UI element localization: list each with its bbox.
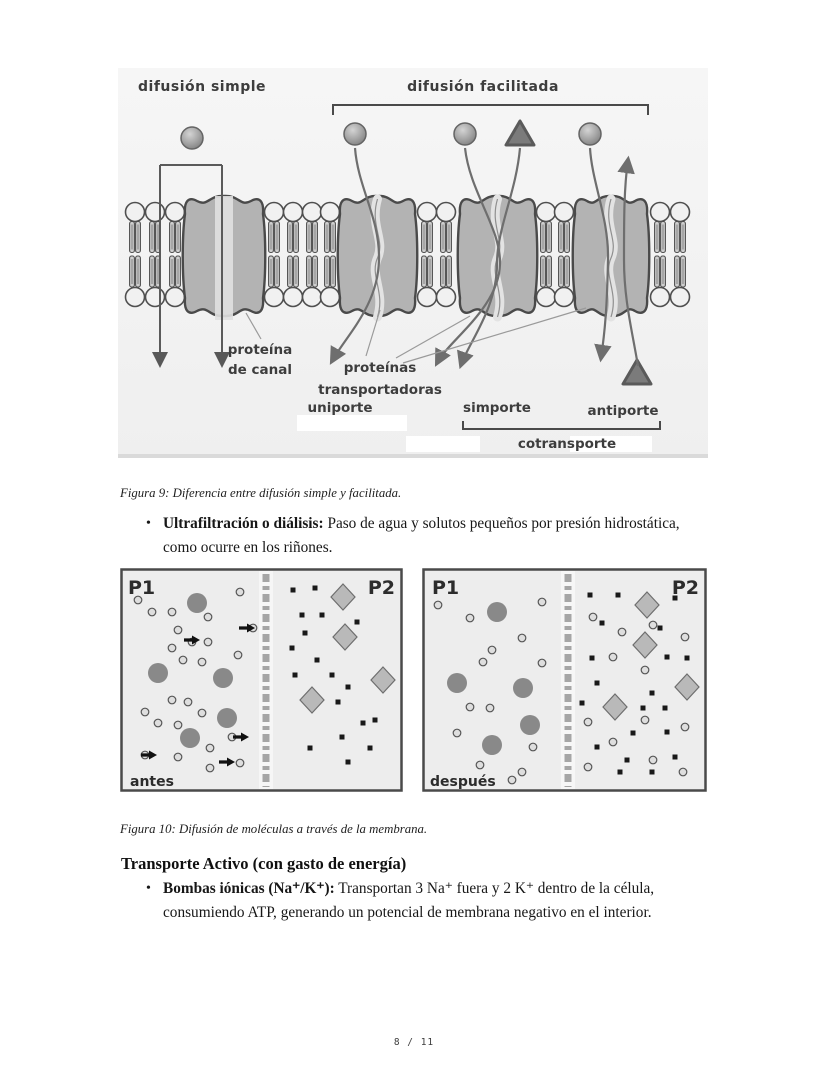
square-molecule <box>346 685 351 690</box>
square-molecule <box>641 706 646 711</box>
square-molecule <box>308 746 313 751</box>
membrane-proteins <box>183 196 650 320</box>
small-molecule <box>168 608 176 616</box>
square-molecule <box>588 593 593 598</box>
square-molecule <box>618 770 623 775</box>
panel-despues-svg <box>422 568 707 792</box>
large-molecule <box>217 708 237 728</box>
label-antes: antes <box>130 774 174 790</box>
square-molecule <box>650 770 655 775</box>
square-molecule <box>293 673 298 678</box>
small-molecule <box>649 621 657 629</box>
square-molecule <box>346 760 351 765</box>
small-molecule <box>179 656 187 664</box>
small-molecule <box>234 651 242 659</box>
small-molecule <box>204 613 212 621</box>
small-molecule <box>584 763 592 771</box>
circle-molecule <box>181 127 203 149</box>
small-molecule <box>206 764 214 772</box>
label-antiporte: antiporte <box>587 403 659 419</box>
label-p2: P2 <box>671 577 699 599</box>
small-molecule <box>609 738 617 746</box>
uniporter-protein <box>338 196 418 317</box>
bullet-ultrafiltracion-rest: Paso de agua y solutos pequeños por presión hidrostática, como ocurre en los riñones. <box>163 515 680 557</box>
bullet-bombas-ionicas <box>146 877 714 925</box>
square-molecule <box>625 758 630 763</box>
small-molecule <box>206 744 214 752</box>
square-molecule <box>600 621 605 626</box>
figure9-svg <box>118 68 708 458</box>
square-molecule <box>315 658 320 663</box>
label-p1: P1 <box>432 577 460 599</box>
bullet-ultrafiltracion <box>146 512 714 560</box>
small-molecule <box>453 729 461 737</box>
figure9-diffusion-diagram <box>118 68 708 458</box>
small-molecule <box>174 721 182 729</box>
small-molecule <box>476 761 484 769</box>
small-molecule <box>589 613 597 621</box>
small-molecule <box>538 598 546 606</box>
square-molecule <box>361 721 366 726</box>
square-molecule <box>595 745 600 750</box>
figure10-panel-antes <box>120 568 403 792</box>
large-molecule <box>187 593 207 613</box>
label-proteina-canal-2: de canal <box>228 362 292 378</box>
small-molecule <box>641 716 649 724</box>
square-molecule <box>658 626 663 631</box>
figure10-caption: Figura 10: Difusión de moléculas a través de la membrana. <box>120 822 428 836</box>
square-molecule <box>665 655 670 660</box>
small-molecule <box>168 696 176 704</box>
figure10-panel-despues <box>422 568 707 792</box>
small-molecule <box>466 703 474 711</box>
square-molecule <box>373 718 378 723</box>
square-molecule <box>300 613 305 618</box>
label-difusion-simple: difusión simple <box>138 79 267 95</box>
small-molecule <box>538 659 546 667</box>
bullet-ultrafiltracion-lead: Ultrafiltración o diálisis: <box>163 515 324 532</box>
small-molecule <box>609 653 617 661</box>
small-molecule <box>154 719 162 727</box>
small-molecule <box>479 658 487 666</box>
square-molecule <box>616 593 621 598</box>
small-molecule <box>174 626 182 634</box>
large-molecule <box>520 715 540 735</box>
bullet-ultrafiltracion-text <box>163 512 714 560</box>
small-molecule <box>518 768 526 776</box>
square-molecule <box>355 620 360 625</box>
square-molecule <box>313 586 318 591</box>
large-molecule <box>513 678 533 698</box>
square-molecule <box>290 646 295 651</box>
square-molecule <box>650 691 655 696</box>
circle-molecule <box>344 123 366 145</box>
small-molecule <box>148 608 156 616</box>
label-uniporte: uniporte <box>307 400 373 416</box>
bullet-bombas-text <box>163 877 714 925</box>
square-molecule <box>665 730 670 735</box>
square-molecule <box>673 755 678 760</box>
bullet-marker: • <box>146 516 151 531</box>
small-molecule <box>649 756 657 764</box>
small-molecule <box>198 658 206 666</box>
panel-antes-svg <box>120 568 403 792</box>
small-molecule <box>681 633 689 641</box>
small-molecule <box>679 768 687 776</box>
small-molecule <box>434 601 442 609</box>
square-molecule <box>685 656 690 661</box>
channel-protein <box>183 196 266 320</box>
label-cotransporte: cotransporte <box>517 436 617 452</box>
small-molecule <box>198 709 206 717</box>
label-transportadoras-1: proteínas <box>343 360 417 376</box>
small-molecule <box>236 759 244 767</box>
small-molecule <box>681 723 689 731</box>
small-molecule <box>584 718 592 726</box>
small-molecule <box>184 698 192 706</box>
square-molecule <box>336 700 341 705</box>
square-molecule <box>595 681 600 686</box>
small-molecule <box>236 588 244 596</box>
large-molecule <box>213 668 233 688</box>
label-simporte: simporte <box>463 400 531 416</box>
figure9-caption: Figura 9: Diferencia entre difusión simple y facilitada. <box>120 486 402 500</box>
large-molecule <box>447 673 467 693</box>
large-molecule <box>487 602 507 622</box>
section-heading-transporte-activo: Transporte Activo (con gasto de energía) <box>121 854 407 873</box>
label-difusion-facilitada: difusión facilitada <box>407 79 559 95</box>
bullet-marker: • <box>146 881 151 896</box>
large-molecule <box>482 735 502 755</box>
label-p2: P2 <box>367 577 395 599</box>
small-molecule <box>204 638 212 646</box>
square-molecule <box>580 701 585 706</box>
small-molecule <box>518 634 526 642</box>
small-molecule <box>488 646 496 654</box>
antiporter-protein <box>573 196 650 317</box>
page-number: 8 / 11 <box>393 1037 435 1048</box>
label-transportadoras-2: transportadoras <box>318 382 442 398</box>
small-molecule <box>174 753 182 761</box>
bullet-bombas-lead: Bombas iónicas (Na⁺/K⁺): <box>163 880 335 897</box>
figure9-bottom-edge <box>118 454 708 458</box>
label-p1: P1 <box>128 577 156 599</box>
small-molecule <box>168 644 176 652</box>
square-molecule <box>320 613 325 618</box>
small-molecule <box>508 776 516 784</box>
small-molecule <box>641 666 649 674</box>
square-molecule <box>330 673 335 678</box>
circle-molecule <box>454 123 476 145</box>
square-molecule <box>291 588 296 593</box>
square-molecule <box>303 631 308 636</box>
square-molecule <box>368 746 373 751</box>
bullet-bombas-rest: Transportan 3 Na⁺ fuera y 2 K⁺ dentro de la célula, consumiendo ATP, generando un potencial de membrana negativo en el interior. <box>163 880 655 922</box>
large-molecule <box>148 663 168 683</box>
square-molecule <box>631 731 636 736</box>
square-molecule <box>340 735 345 740</box>
small-molecule <box>486 704 494 712</box>
circle-molecule <box>579 123 601 145</box>
small-molecule <box>141 708 149 716</box>
small-molecule <box>618 628 626 636</box>
small-molecule <box>466 614 474 622</box>
small-molecule <box>529 743 537 751</box>
square-molecule <box>663 706 668 711</box>
label-proteina-canal-1: proteína <box>227 342 293 358</box>
large-molecule <box>180 728 200 748</box>
label-despues: después <box>430 774 496 790</box>
square-molecule <box>590 656 595 661</box>
